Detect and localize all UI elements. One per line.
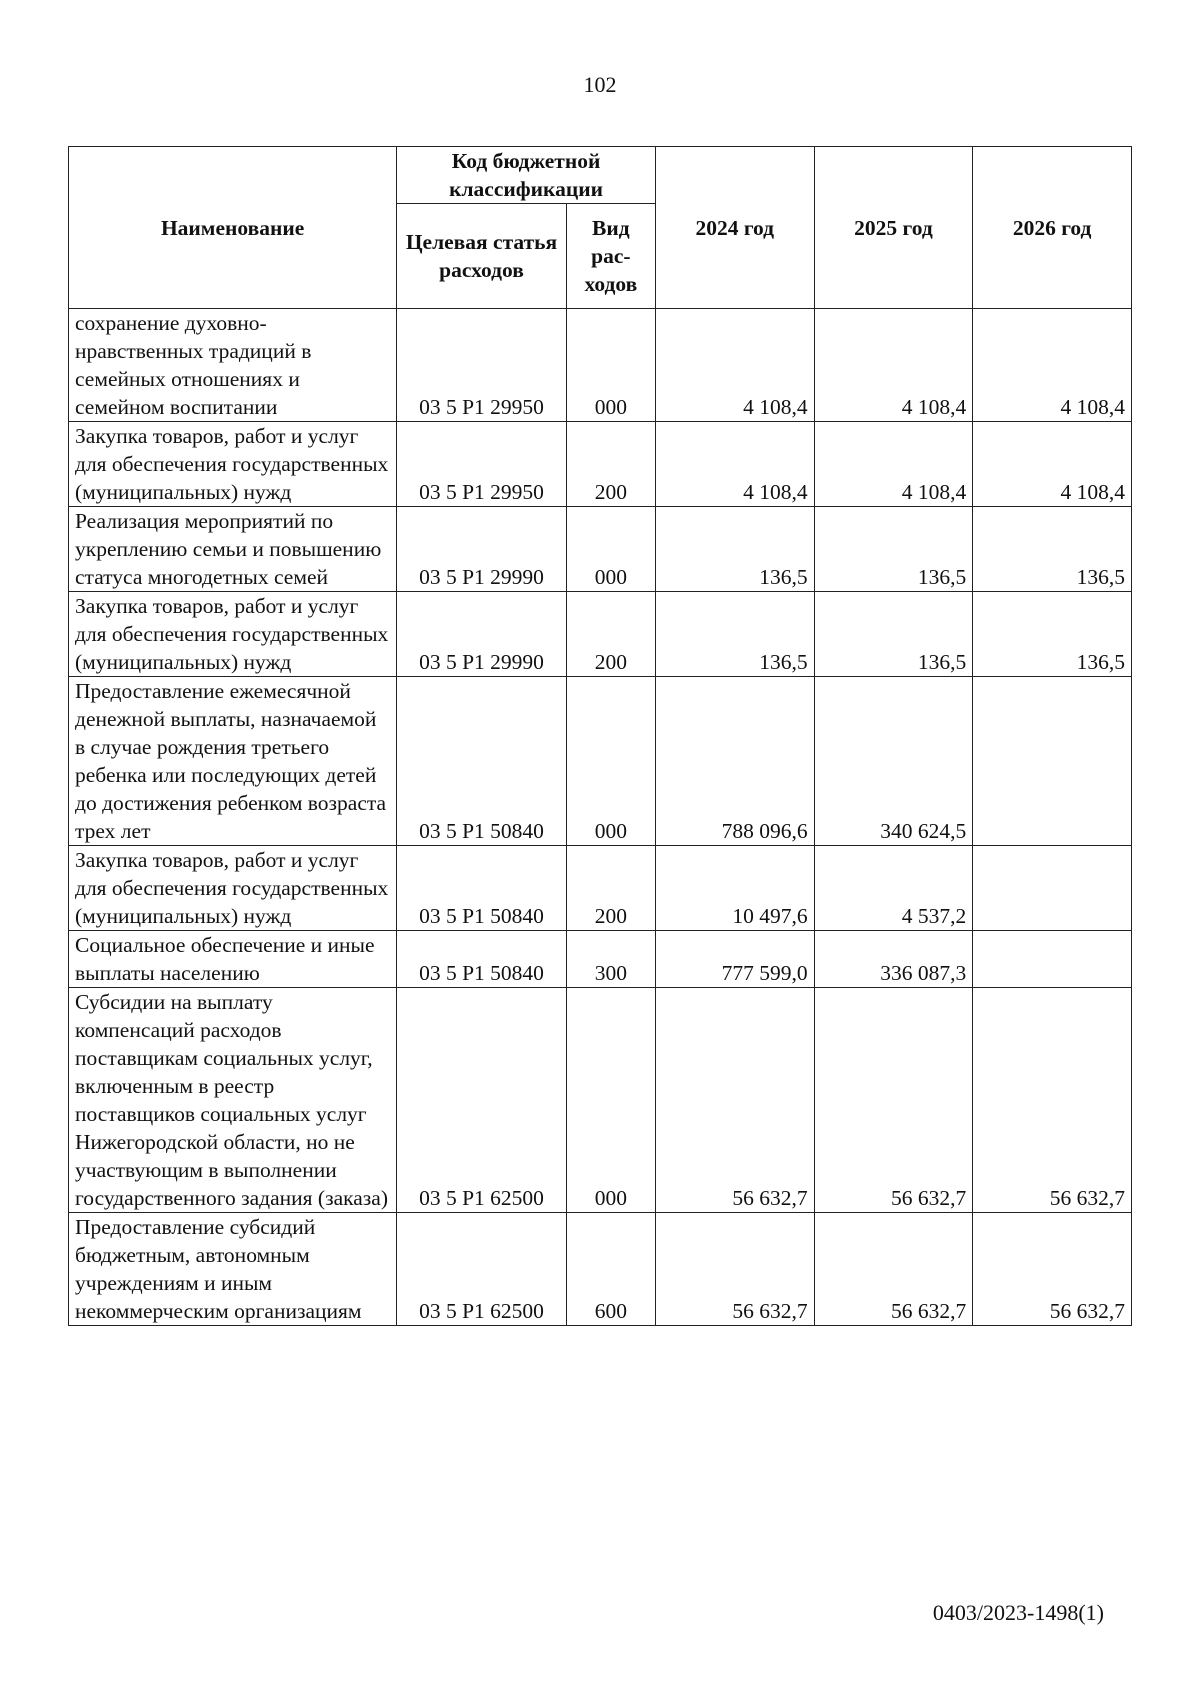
row-value-2025: 136,5 — [814, 592, 973, 677]
row-name: сохранение духовно-нравственных традиций в семейных отношениях и семейном воспитании — [69, 309, 397, 422]
row-value-2025: 4 108,4 — [814, 422, 973, 507]
row-value-2025: 340 624,5 — [814, 677, 973, 846]
row-name: Предоставление ежемесячной денежной выплаты, назначаемой в случае рождения третьего ребенка или последующих детей до достижения ребенком возраста трех лет — [69, 677, 397, 846]
row-value-2025: 336 087,3 — [814, 931, 973, 988]
table-row — [69, 309, 1132, 422]
header-expense-type: Вид рас-ходов — [566, 204, 655, 309]
row-value-2024: 10 497,6 — [655, 846, 814, 931]
table-header-row — [69, 147, 1132, 204]
row-target-article: 03 5 P1 29990 — [397, 592, 567, 677]
row-expense-type: 600 — [566, 1213, 655, 1326]
document-id: 0403/2023-1498(1) — [932, 1600, 1104, 1625]
row-value-2025: 56 632,7 — [814, 988, 973, 1213]
row-name: Предоставление субсидий бюджетным, автономным учреждениям и иным некоммерческим организациям — [69, 1213, 397, 1326]
row-expense-type: 000 — [566, 507, 655, 592]
table-row — [69, 931, 1132, 988]
row-value-2025: 4 537,2 — [814, 846, 973, 931]
row-name: Субсидии на выплату компенсаций расходов поставщикам социальных услуг, включенным в реестр поставщиков социальных услуг Нижегородской области, но не участвующим в выполнении государственного задания (заказа) — [69, 988, 397, 1213]
row-name: Социальное обеспечение и иные выплаты населению — [69, 931, 397, 988]
row-expense-type: 200 — [566, 592, 655, 677]
header-year-2026: 2026 год — [973, 147, 1132, 309]
header-target-article: Целевая статья расходов — [397, 204, 567, 309]
table-row — [69, 1213, 1132, 1326]
page-number: 102 — [583, 72, 617, 97]
row-name: Закупка товаров, работ и услуг для обеспечения государственных (муниципальных) нужд — [69, 846, 397, 931]
row-target-article: 03 5 P1 29990 — [397, 507, 567, 592]
table-body — [69, 309, 1132, 1326]
header-year-2024: 2024 год — [655, 147, 814, 309]
row-value-2025: 136,5 — [814, 507, 973, 592]
row-value-2026: 4 108,4 — [973, 422, 1132, 507]
row-value-2026: 4 108,4 — [973, 309, 1132, 422]
header-budget-code: Код бюджетной классификации — [397, 147, 656, 204]
row-value-2026: 136,5 — [973, 592, 1132, 677]
header-year-2025: 2025 год — [814, 147, 973, 309]
budget-table — [68, 146, 1132, 1326]
row-value-2024: 56 632,7 — [655, 1213, 814, 1326]
row-value-2024: 136,5 — [655, 507, 814, 592]
row-value-2026 — [973, 677, 1132, 846]
row-expense-type: 200 — [566, 846, 655, 931]
row-name: Закупка товаров, работ и услуг для обеспечения государственных (муниципальных) нужд — [69, 592, 397, 677]
row-value-2024: 777 599,0 — [655, 931, 814, 988]
row-expense-type: 000 — [566, 677, 655, 846]
row-value-2025: 4 108,4 — [814, 309, 973, 422]
table-row — [69, 677, 1132, 846]
row-target-article: 03 5 P1 62500 — [397, 988, 567, 1213]
row-target-article: 03 5 P1 50840 — [397, 931, 567, 988]
row-value-2026: 56 632,7 — [973, 1213, 1132, 1326]
row-value-2024: 136,5 — [655, 592, 814, 677]
row-value-2026 — [973, 846, 1132, 931]
row-expense-type: 200 — [566, 422, 655, 507]
row-value-2024: 4 108,4 — [655, 309, 814, 422]
table-row — [69, 846, 1132, 931]
row-target-article: 03 5 P1 29950 — [397, 422, 567, 507]
row-target-article: 03 5 P1 29950 — [397, 309, 567, 422]
table-row — [69, 988, 1132, 1213]
table-row — [69, 592, 1132, 677]
row-value-2024: 56 632,7 — [655, 988, 814, 1213]
row-name: Закупка товаров, работ и услуг для обеспечения государственных (муниципальных) нужд — [69, 422, 397, 507]
header-name: Наименование — [69, 147, 397, 309]
row-target-article: 03 5 P1 50840 — [397, 846, 567, 931]
row-expense-type: 000 — [566, 988, 655, 1213]
row-value-2026: 136,5 — [973, 507, 1132, 592]
row-expense-type: 000 — [566, 309, 655, 422]
row-value-2026: 56 632,7 — [973, 988, 1132, 1213]
table-row — [69, 507, 1132, 592]
row-target-article: 03 5 P1 62500 — [397, 1213, 567, 1326]
row-expense-type: 300 — [566, 931, 655, 988]
row-value-2024: 788 096,6 — [655, 677, 814, 846]
row-name: Реализация мероприятий по укреплению семьи и повышению статуса многодетных семей — [69, 507, 397, 592]
table-row — [69, 422, 1132, 507]
row-target-article: 03 5 P1 50840 — [397, 677, 567, 846]
row-value-2026 — [973, 931, 1132, 988]
row-value-2024: 4 108,4 — [655, 422, 814, 507]
row-value-2025: 56 632,7 — [814, 1213, 973, 1326]
